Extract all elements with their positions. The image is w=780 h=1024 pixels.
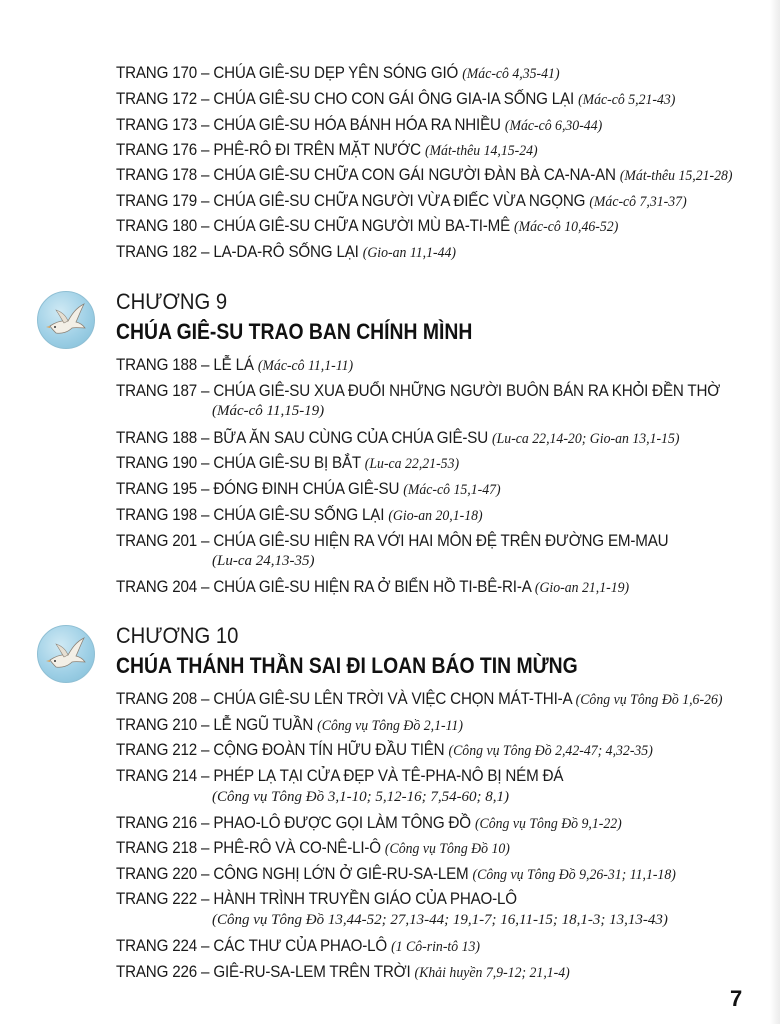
chapter-title: CHÚA GIÊ-SU TRAO BAN CHÍNH MÌNH <box>116 319 473 344</box>
toc-entry <box>116 812 705 835</box>
toc-entry-ref: (Lu-ca 22,21-53) <box>364 456 460 472</box>
toc-entry-text: TRANG 224 – CÁC THƯ CỦA PHAO-LÔ <box>116 937 388 955</box>
toc-entry-ref: (Lu-ca 22,14-20; Gio-an 13,1-15) <box>492 431 680 447</box>
toc-entry-ref: (Khải huyền 7,9-12; 21,1-4) <box>414 965 570 981</box>
toc-entry <box>116 576 705 599</box>
toc-entry-text: TRANG 180 – CHÚA GIÊ-SU CHỮA NGƯỜI MÙ BA-TI-MÊ <box>116 217 511 235</box>
toc-entry-continuation <box>212 910 772 930</box>
chapter-number: CHƯƠNG 9 <box>116 289 228 314</box>
toc-entry-text: TRANG 172 – CHÚA GIÊ-SU CHO CON GÁI ÔNG GIA-IA SỐNG LẠI <box>116 90 575 108</box>
toc-entry-text: TRANG 222 – HÀNH TRÌNH TRUYỀN GIÁO CỦA PHAO-LÔ <box>116 890 517 908</box>
toc-entry <box>116 215 705 238</box>
toc-entry <box>116 164 733 187</box>
toc-entry <box>116 935 705 958</box>
toc-entry-text: TRANG 214 – PHÉP LẠ TẠI CỬA ĐẸP VÀ TÊ-PHA-NÔ BỊ NÉM ĐÁ <box>116 767 564 785</box>
toc-entry-text: TRANG 208 – CHÚA GIÊ-SU LÊN TRỜI VÀ VIỆC CHỌN MÁT-THI-A <box>116 690 572 708</box>
dove-icon <box>37 625 95 683</box>
toc-entry-ref: (Mác-cô 15,1-47) <box>403 482 501 498</box>
toc-entry-ref: (Gio-an 21,1-19) <box>534 580 630 596</box>
toc-entry <box>116 530 705 552</box>
toc-entry-ref: (Công vụ Tông Đồ 13,44-52; 27,13-44; 19,1-7; 16,11-15; 18,1-3; 13,13-43) <box>212 912 668 928</box>
toc-entry-text: TRANG 204 – CHÚA GIÊ-SU HIỆN RA Ở BIỂN HỒ TI-BÊ-RI-A <box>116 578 531 596</box>
toc-entry-continuation <box>212 787 772 807</box>
toc-entry <box>116 452 705 475</box>
dove-icon <box>37 291 95 349</box>
toc-entry-continuation <box>212 401 772 421</box>
toc-entry <box>116 888 705 910</box>
toc-entry-ref: (Mát-thêu 14,15-24) <box>424 143 538 159</box>
toc-entry-ref: (Công vụ Tông Đồ 2,1-11) <box>317 718 463 734</box>
toc-entry-ref: (Mát-thêu 15,21-28) <box>619 168 733 184</box>
toc-entry <box>116 714 705 737</box>
toc-entry <box>116 139 705 162</box>
toc-entry-text: TRANG 188 – BỮA ĂN SAU CÙNG CỦA CHÚA GIÊ-SU <box>116 429 488 447</box>
toc-entry-text: TRANG 190 – CHÚA GIÊ-SU BỊ BẮT <box>116 454 361 472</box>
toc-entry-text: TRANG 178 – CHÚA GIÊ-SU CHỮA CON GÁI NGƯỜI ĐÀN BÀ CA-NA-AN <box>116 166 616 184</box>
toc-entry-ref: (Công vụ Tông Đồ 2,42-47; 4,32-35) <box>448 743 653 759</box>
toc-entry <box>116 837 705 860</box>
toc-entry <box>116 241 705 264</box>
toc-entry-text: TRANG 226 – GIÊ-RU-SA-LEM TRÊN TRỜI <box>116 963 411 981</box>
toc-entry-text: TRANG 173 – CHÚA GIÊ-SU HÓA BÁNH HÓA RA NHIỀU <box>116 116 501 134</box>
chapter-title: CHÚA THÁNH THẦN SAI ĐI LOAN BÁO TIN MỪNG <box>116 653 578 678</box>
toc-entry <box>116 380 721 402</box>
toc-entry <box>116 114 705 137</box>
toc-entry-ref: (Mác-cô 6,30-44) <box>504 118 603 134</box>
toc-entry-ref: (Công vụ Tông Đồ 1,6-26) <box>575 692 723 708</box>
toc-entry-text: TRANG 179 – CHÚA GIÊ-SU CHỮA NGƯỜI VỪA ĐIẾC VỪA NGỌNG <box>116 192 586 210</box>
page-edge-shadow <box>770 0 780 1024</box>
toc-entry-ref: (Công vụ Tông Đồ 3,1-10; 5,12-16; 7,54-60; 8,1) <box>212 789 510 805</box>
toc-entry-ref: (Công vụ Tông Đồ 9,26-31; 11,1-18) <box>472 867 676 883</box>
toc-entry <box>116 961 705 984</box>
toc-entry <box>116 190 705 213</box>
toc-entry-ref: (Mác-cô 10,46-52) <box>514 219 619 235</box>
toc-entry-ref: (Mác-cô 11,15-19) <box>212 403 325 419</box>
toc-entry-ref: (Gio-an 11,1-44) <box>362 245 456 261</box>
toc-entry <box>116 765 705 787</box>
toc-entry-text: TRANG 210 – LỄ NGŨ TUẦN <box>116 716 314 734</box>
toc-entry <box>116 504 705 527</box>
chapter-number: CHƯƠNG 10 <box>116 623 239 648</box>
toc-entry-ref: (Mác-cô 7,31-37) <box>589 194 687 210</box>
toc-entry-continuation <box>212 551 772 571</box>
toc-entry-text: TRANG 170 – CHÚA GIÊ-SU DẸP YÊN SÓNG GIÓ <box>116 64 459 82</box>
toc-entry-ref: (Lu-ca 24,13-35) <box>212 553 315 569</box>
toc-entry-ref: (Gio-an 20,1-18) <box>388 508 483 524</box>
toc-entry-text: TRANG 198 – CHÚA GIÊ-SU SỐNG LẠI <box>116 506 385 524</box>
page-number: 7 <box>730 986 743 1011</box>
toc-entry-text: TRANG 182 – LA-DA-RÔ SỐNG LẠI <box>116 243 359 261</box>
toc-entry <box>116 62 705 85</box>
toc-entry <box>116 863 705 886</box>
toc-entry-text: TRANG 176 – PHÊ-RÔ ĐI TRÊN MẶT NƯỚC <box>116 141 421 159</box>
toc-entry <box>116 427 705 450</box>
toc-entry <box>116 688 723 711</box>
toc-entry-text: TRANG 188 – LỄ LÁ <box>116 356 254 374</box>
toc-entry-text: TRANG 195 – ĐÓNG ĐINH CHÚA GIÊ-SU <box>116 480 400 498</box>
toc-entry <box>116 88 705 111</box>
toc-entry-text: TRANG 201 – CHÚA GIÊ-SU HIỆN RA VỚI HAI MÔN ĐỆ TRÊN ĐƯỜNG EM-MAU <box>116 532 669 550</box>
toc-entry-text: TRANG 212 – CỘNG ĐOÀN TÍN HỮU ĐẦU TIÊN <box>116 741 445 759</box>
toc-entry <box>116 739 705 762</box>
toc-entry-text: TRANG 187 – CHÚA GIÊ-SU XUA ĐUỔI NHỮNG NGƯỜI BUÔN BÁN RA KHỎI ĐỀN THỜ <box>116 382 721 400</box>
toc-entry-text: TRANG 220 – CÔNG NGHỊ LỚN Ở GIÊ-RU-SA-LEM <box>116 865 469 883</box>
toc-entry-text: TRANG 216 – PHAO-LÔ ĐƯỢC GỌI LÀM TÔNG ĐỒ <box>116 814 471 832</box>
toc-entry-ref: (1 Cô-rin-tô 13) <box>391 939 481 955</box>
toc-entry <box>116 354 705 377</box>
toc-entry-text: TRANG 218 – PHÊ-RÔ VÀ CO-NÊ-LI-Ô <box>116 839 381 857</box>
toc-entry-ref: (Công vụ Tông Đồ 10) <box>384 841 510 857</box>
toc-entry-ref: (Mác-cô 5,21-43) <box>578 92 676 108</box>
toc-entry-ref: (Công vụ Tông Đồ 9,1-22) <box>474 816 622 832</box>
toc-entry-ref: (Mác-cô 4,35-41) <box>462 66 560 82</box>
toc-entry <box>116 478 705 501</box>
toc-entry-ref: (Mác-cô 11,1-11) <box>257 358 354 374</box>
